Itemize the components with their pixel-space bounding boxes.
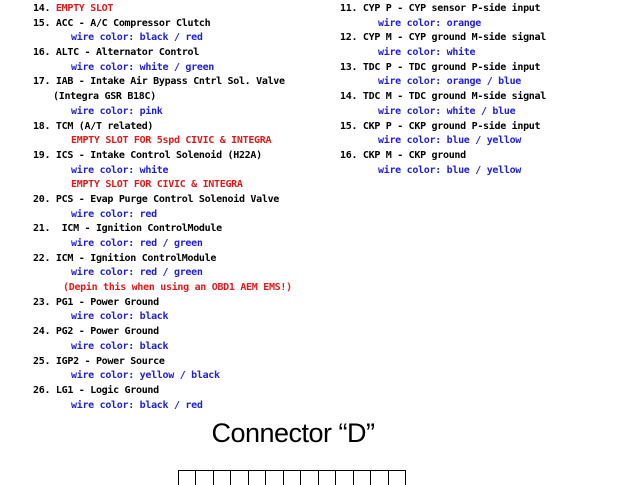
pin-description: TDC M - TDC ground M-side signal: [362, 91, 546, 103]
connector-pin: [371, 471, 388, 485]
connector-pin: [319, 471, 336, 485]
pin-number: 21.: [33, 223, 51, 235]
wire-color-note: [33, 61, 338, 76]
connector-diagram: [178, 470, 406, 485]
pin-entry: [33, 2, 338, 17]
pin-number: 14.: [33, 3, 51, 14]
pin-description: PG2 - Power Ground: [55, 326, 159, 338]
line-text: wire color: pink: [71, 105, 163, 117]
warning-note: [33, 134, 338, 149]
pin-number: 11.: [340, 3, 358, 14]
line-text: wire color: red / green: [71, 238, 203, 249]
line-text: (Integra GSR B18C): [53, 91, 156, 103]
connector-pin: [284, 471, 301, 485]
pin-entry: [33, 149, 338, 164]
pin-entry: [340, 120, 635, 135]
pin-description: ICM - Ignition ControlModule: [55, 252, 217, 264]
pin-description: PG1 - Power Ground: [55, 296, 159, 308]
line-text: (Depin this when using an OBD1 AEM EMS!): [63, 282, 292, 294]
warning-note: [33, 281, 338, 296]
pin-number: 15.: [33, 17, 51, 29]
line-text: wire color: blue / yellow: [378, 135, 522, 147]
line-text: wire color: black / red: [71, 399, 203, 411]
pin-description: TCM (A/T related): [55, 120, 154, 132]
connector-pin: [301, 471, 318, 485]
line-text: wire color: orange / blue: [378, 76, 522, 88]
connector-pin: [389, 471, 405, 485]
pin-number: 16.: [33, 47, 51, 59]
line-text: wire color: orange: [378, 17, 481, 29]
wire-color-note: [33, 237, 338, 252]
pin-number: 15.: [340, 120, 358, 132]
pin-entry: [33, 296, 338, 311]
pin-description: ICS - Intake Control Solenoid (H22A): [55, 149, 262, 161]
pin-number: 22.: [33, 252, 51, 264]
pin-entry: [33, 193, 338, 208]
line-text: wire color: black: [71, 340, 169, 352]
wire-color-note: [33, 310, 338, 325]
pin-entry: [33, 384, 338, 399]
line-text: wire color: black / red: [71, 32, 203, 44]
line-text: EMPTY SLOT FOR 5spd CIVIC & INTEGRA: [71, 135, 272, 147]
line-text: wire color: white: [71, 164, 169, 176]
pin-description: CYP P - CYP sensor P-side input: [362, 3, 541, 14]
pin-entry: [33, 120, 338, 135]
pin-entry: [33, 252, 338, 267]
wire-color-note: [340, 134, 635, 149]
pin-number: 25.: [33, 355, 51, 367]
pin-entry: [340, 2, 635, 17]
left-pin-list: [33, 2, 338, 413]
pin-entry: [33, 222, 338, 237]
pin-description: IGP2 - Power Source: [55, 355, 165, 367]
pin-number: 19.: [33, 149, 51, 161]
pin-entry: [340, 61, 635, 76]
right-pin-list: [340, 2, 635, 178]
wire-color-note: [340, 46, 635, 61]
connector-pin: [336, 471, 353, 485]
pin-entry: [33, 17, 338, 32]
line-text: wire color: blue / yellow: [378, 164, 522, 176]
wire-color-note: [340, 75, 635, 90]
connector-pin: [214, 471, 231, 485]
pin-number: 26.: [33, 384, 51, 396]
pin-number: 24.: [33, 326, 51, 338]
line-text: wire color: red / green: [71, 267, 203, 279]
connector-pin: [179, 471, 196, 485]
pin-entry: [33, 325, 338, 340]
pin-description: PCS - Evap Purge Control Solenoid Valve: [55, 193, 280, 205]
connector-title: Connector “D”: [211, 418, 375, 448]
pin-number: 13.: [340, 61, 358, 73]
wire-color-note: [33, 399, 338, 414]
line-text: wire color: white: [378, 47, 476, 59]
line-text: wire color: yellow / black: [71, 370, 220, 382]
wire-color-note: [33, 369, 338, 384]
line-text: wire color: black: [71, 311, 169, 323]
pin-number: 20.: [33, 193, 51, 205]
wire-color-note: [33, 340, 338, 355]
pin-description: LG1 - Logic Ground: [55, 384, 159, 396]
pin-description: CKP P - CKP ground P-side input: [362, 120, 541, 132]
connector-pin: [231, 471, 248, 485]
pin-entry: [33, 355, 338, 370]
pin-subnote: [33, 90, 338, 105]
pin-description: TDC P - TDC ground P-side input: [362, 61, 541, 73]
wire-color-note: [340, 164, 635, 179]
pin-number: 23.: [33, 296, 51, 308]
pin-description: CYP M - CYP ground M-side signal: [362, 32, 546, 44]
wire-color-note: [33, 31, 338, 46]
wire-color-note: [33, 105, 338, 120]
pin-entry: [33, 75, 338, 90]
line-text: wire color: white / green: [71, 61, 215, 73]
pin-entry: [33, 46, 338, 61]
pin-description: IAB - Intake Air Bypass Cntrl Sol. Valve: [55, 76, 285, 88]
pin-description: ALTC - Alternator Control: [55, 47, 199, 59]
pin-number: 12.: [340, 32, 358, 44]
line-text: EMPTY SLOT FOR CIVIC & INTEGRA: [71, 179, 243, 191]
pin-description: ACC - A/C Compressor Clutch: [55, 17, 211, 29]
pin-number: 14.: [340, 91, 358, 103]
pin-description: CKP M - CKP ground: [362, 149, 466, 161]
line-text: wire color: red: [71, 208, 157, 220]
pin-entry: [340, 31, 635, 46]
pin-number: 16.: [340, 149, 358, 161]
wire-color-note: [340, 17, 635, 32]
line-text: wire color: white / blue: [378, 105, 516, 117]
pin-entry: [340, 90, 635, 105]
wire-color-note: [340, 105, 635, 120]
warning-note: [33, 178, 338, 193]
wire-color-note: [33, 164, 338, 179]
connector-pin: [354, 471, 371, 485]
pin-entry: [340, 149, 635, 164]
pin-number: 18.: [33, 120, 51, 132]
connector-pin: [266, 471, 283, 485]
wire-color-note: [33, 266, 338, 281]
pin-description: ICM - Ignition ControlModule: [55, 223, 222, 235]
connector-pin: [249, 471, 266, 485]
empty-slot-label: EMPTY SLOT: [55, 3, 114, 14]
wire-color-note: [33, 208, 338, 223]
pin-number: 17.: [33, 76, 51, 88]
connector-pin: [196, 471, 213, 485]
